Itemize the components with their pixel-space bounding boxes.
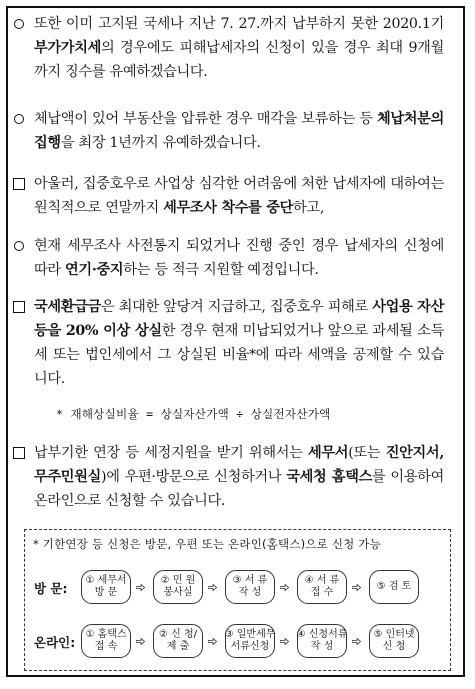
- text-run: 아울러, 집중호우로 사업상 심각한 어려움에 처한 납세자에 대하여는 원칙적으로 연말까지: [34, 176, 444, 216]
- process-step-label: 봉사실: [163, 587, 193, 598]
- arrow-right-icon: [208, 638, 217, 645]
- arrow-right-icon: [136, 638, 145, 645]
- process-step: [369, 570, 419, 604]
- emphasized-text: 부가가치세: [34, 40, 102, 56]
- footnote-loss-ratio: * 재해상실비율 = 상실자산가액 ÷ 상실전자산가액: [56, 407, 331, 421]
- text-run: 하고,: [293, 200, 325, 216]
- paragraph-audit-postponement: [12, 234, 444, 282]
- text-run: )에 우편·방문으로 신청하거나: [101, 469, 287, 485]
- process-note: * 기한연장 등 신청은 방문, 우편 또는 온라인(홈택스)으로 신청 가능: [33, 537, 381, 551]
- circle-bullet-icon: [12, 12, 26, 37]
- emphasized-text: 체납처분의 집행: [34, 111, 444, 151]
- emphasized-text: 연기·중지: [65, 262, 124, 278]
- emphasized-text: 사업용 자산 등을 20% 이상 상실: [34, 299, 444, 339]
- circle-bullet-icon: [12, 107, 26, 132]
- process-step-label: ④ 서 류: [304, 575, 340, 586]
- paragraph-text: [12, 12, 444, 84]
- square-bullet-icon: [12, 172, 26, 198]
- circle-bullet-icon: [12, 234, 26, 259]
- process-row-label: 방 문:: [34, 581, 68, 596]
- text-run: 를 이용하여 온라인으로 신청할 수 있습니다.: [34, 469, 444, 509]
- process-step: [81, 624, 131, 658]
- text-run: 한 경우 현재 미납되었거나 앞으로 과세될 소득세 또는 법인세에서 그 상실된 비율*에 따라 세액을 공제할 수 있습니다.: [34, 323, 444, 387]
- process-step: [297, 624, 347, 658]
- process-step-label: ① 세무서: [85, 575, 127, 586]
- square-bullet-icon: [12, 441, 26, 467]
- process-step-label: 작 성: [238, 587, 262, 598]
- process-step: [369, 624, 419, 658]
- paragraph-text: [12, 107, 444, 155]
- paragraph-text: [12, 441, 444, 513]
- process-step-label: ③ 서 류: [232, 575, 268, 586]
- arrow-right-icon: [280, 584, 289, 591]
- process-step: [153, 570, 203, 604]
- paragraph-text: [12, 234, 444, 282]
- emphasized-text: 진안지서, 무주민원실: [34, 445, 444, 485]
- text-run: 납부기한 연장 등 세정지원을 받기 위해서는: [34, 445, 308, 461]
- process-step-label: 제 출: [166, 641, 190, 652]
- process-step-label: ④ 신청서류: [296, 629, 348, 640]
- process-step: [81, 570, 131, 604]
- paragraph-application-method: [12, 441, 444, 513]
- process-step-label: 접 수: [310, 587, 334, 598]
- process-step-label: ⑤ 검 토: [376, 581, 412, 592]
- process-step: [153, 624, 203, 658]
- paragraph-collection-deferral: [12, 12, 444, 84]
- arrow-right-icon: [280, 638, 289, 645]
- emphasized-text: 세무서: [308, 445, 349, 461]
- text-run: 의 경우에도 피해납세자의 신청이 있을 경우 최대 9개월까지 징수를 유예하겠습니다.: [34, 40, 444, 80]
- process-step-label: 신 청: [382, 641, 406, 652]
- application-process-box: [24, 529, 451, 671]
- arrow-right-icon: [352, 638, 361, 645]
- emphasized-text: 세무조사 착수를 중단: [163, 200, 294, 216]
- arrow-right-icon: [208, 584, 217, 591]
- text-run: 을 최장 1년까지 유예하겠습니다.: [60, 135, 261, 151]
- process-step: [297, 570, 347, 604]
- process-row-label: 온라인:: [34, 635, 76, 650]
- process-step-label: ③ 일반세무: [224, 629, 276, 640]
- process-step-label: ⑤ 인터넷: [373, 629, 415, 640]
- arrow-right-icon: [136, 584, 145, 591]
- paragraph-audit-suspension: [12, 172, 444, 220]
- text-run: (또는: [348, 445, 386, 461]
- text-run: 체납액이 있어 부동산을 압류한 경우 매각을 보류하는 등: [34, 111, 377, 127]
- process-step-label: ② 민 원: [160, 575, 196, 586]
- square-bullet-icon: [12, 295, 26, 321]
- process-step-label: ② 신 청/: [158, 629, 197, 640]
- emphasized-text: 국세청 홈택스: [286, 469, 373, 485]
- process-step: [225, 624, 275, 658]
- text-run: 은 최대한 앞당겨 지급하고, 집중호우 피해로: [101, 299, 373, 315]
- text-run: 하는 등 적극 지원할 예정입니다.: [123, 262, 319, 278]
- text-run: 현재 세무조사 사전통지 되었거나 진행 중인 경우 납세자의 신청에 따라: [34, 238, 444, 278]
- text-run: 또한 이미 고지된 국세나 지난 7. 27.까지 납부하지 못한 2020.1기: [34, 16, 444, 32]
- process-step: [225, 570, 275, 604]
- paragraph-text: [12, 295, 444, 391]
- paragraph-tax-refund: [12, 295, 444, 391]
- paragraph-disposition-deferral: [12, 107, 444, 155]
- process-step-label: 방 문: [94, 587, 118, 598]
- process-step-label: ① 홈택스: [85, 629, 127, 640]
- process-step-label: 작 성: [310, 641, 334, 652]
- process-step-label: 서류신청: [230, 641, 270, 652]
- paragraph-text: [12, 172, 444, 220]
- process-step-label: 접 속: [94, 641, 118, 652]
- arrow-right-icon: [352, 584, 361, 591]
- emphasized-text: 국세환급금: [34, 299, 102, 315]
